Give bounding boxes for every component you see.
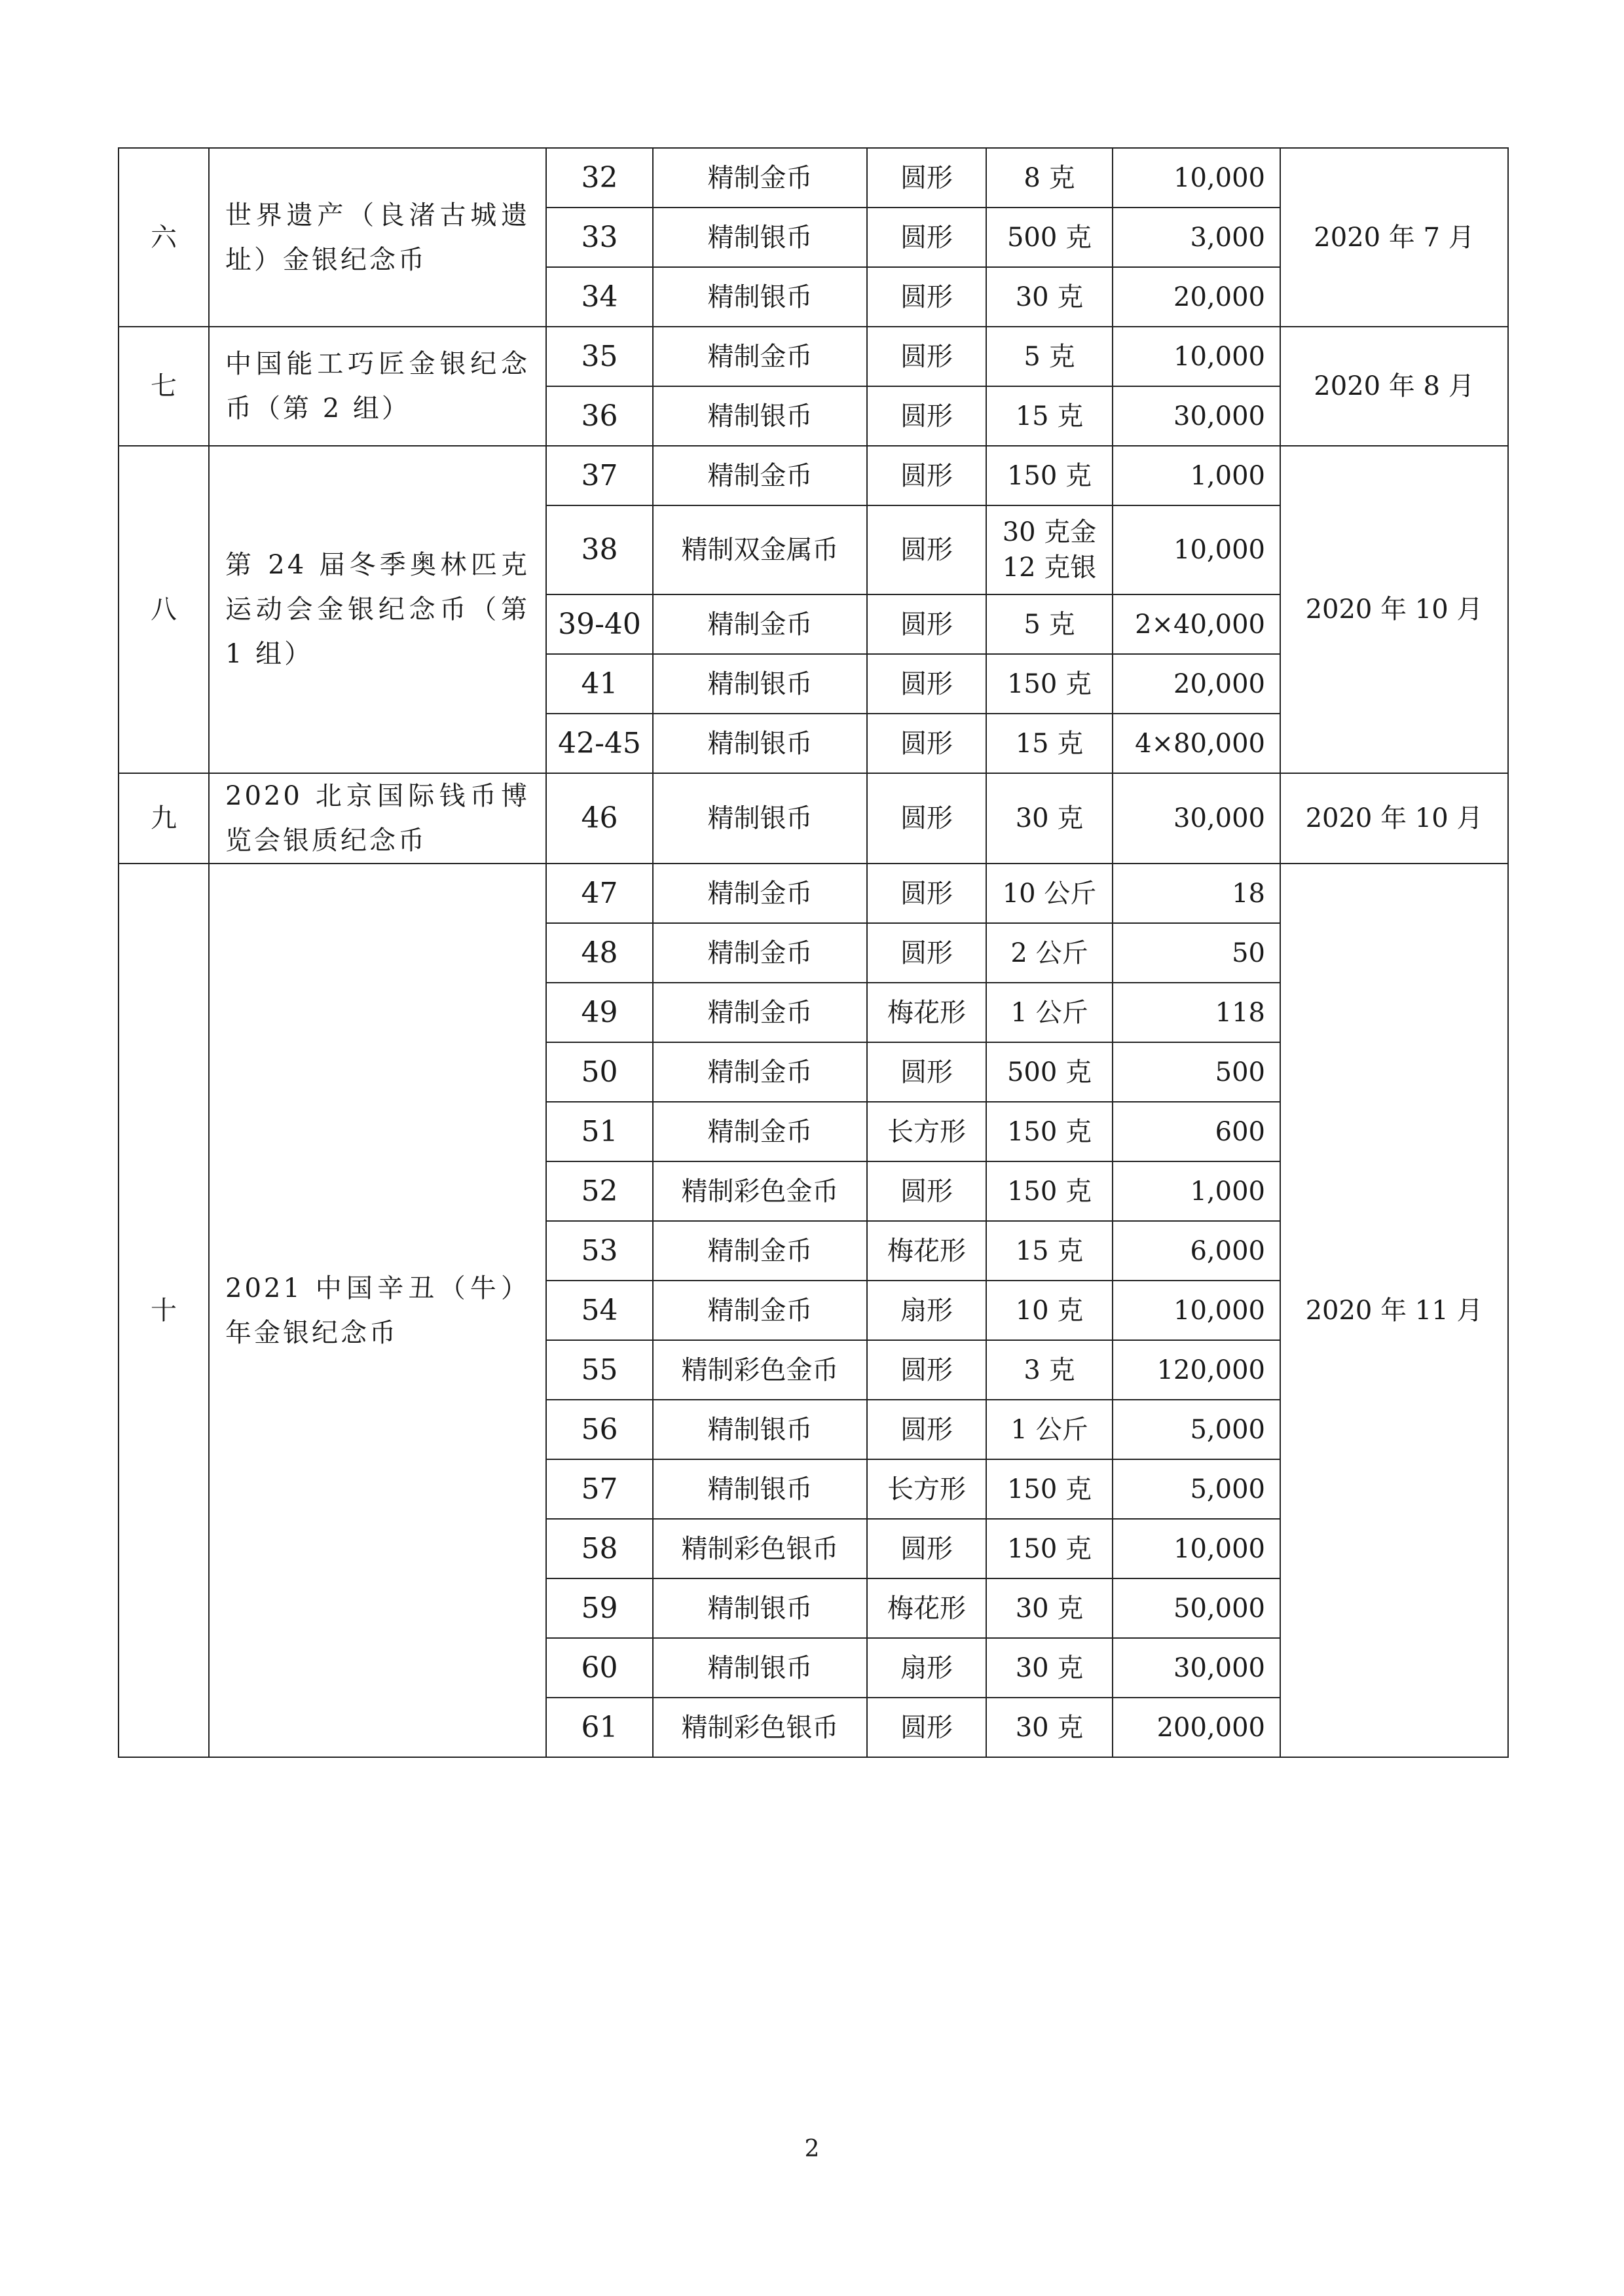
coin-weight-cell: 10 公斤 (986, 864, 1113, 923)
coin-weight-cell: 2 公斤 (986, 923, 1113, 983)
coin-weight-cell: 5 克 (986, 327, 1113, 386)
coin-weight-cell: 30 克 (986, 1578, 1113, 1638)
coin-weight-cell: 30 克 (986, 1638, 1113, 1698)
coin-shape-cell: 圆形 (867, 1042, 986, 1102)
coin-type-cell: 精制银币 (653, 267, 867, 327)
coin-no-cell: 33 (546, 208, 653, 267)
coin-issuance-table (118, 147, 1509, 1758)
coin-no-cell: 32 (546, 148, 653, 208)
coin-shape-cell: 圆形 (867, 594, 986, 654)
coin-weight-cell (986, 505, 1113, 594)
coin-quantity-cell: 6,000 (1113, 1221, 1280, 1281)
coin-quantity-cell: 5,000 (1113, 1400, 1280, 1459)
coin-quantity-cell: 4×80,000 (1113, 714, 1280, 773)
group-name-cell: 2021 中国辛丑（牛）年金银纪念币 (209, 864, 546, 1757)
group-name-cell: 第 24 届冬季奥林匹克运动会金银纪念币（第 1 组） (209, 446, 546, 773)
coin-no-cell: 48 (546, 923, 653, 983)
coin-weight-cell: 15 克 (986, 714, 1113, 773)
coin-shape-cell: 圆形 (867, 654, 986, 714)
coin-no-cell: 34 (546, 267, 653, 327)
coin-weight-cell: 150 克 (986, 1519, 1113, 1578)
coin-type-cell: 精制金币 (653, 1102, 867, 1161)
coin-shape-cell: 圆形 (867, 923, 986, 983)
issue-date-cell: 2020 年 11 月 (1280, 864, 1508, 1757)
group-seq-cell: 九 (119, 773, 209, 864)
group-name-cell: 世界遗产（良渚古城遗址）金银纪念币 (209, 148, 546, 327)
coin-shape-cell: 圆形 (867, 446, 986, 505)
coin-quantity-cell: 18 (1113, 864, 1280, 923)
coin-quantity-cell: 10,000 (1113, 505, 1280, 594)
coin-quantity-cell: 120,000 (1113, 1340, 1280, 1400)
coin-quantity-cell: 20,000 (1113, 267, 1280, 327)
issue-date-cell: 2020 年 7 月 (1280, 148, 1508, 327)
coin-no-cell: 57 (546, 1459, 653, 1519)
table-row (119, 773, 1508, 864)
coin-no-cell: 61 (546, 1698, 653, 1757)
coin-quantity-cell: 50,000 (1113, 1578, 1280, 1638)
weight-line-2: 12 克银 (1002, 553, 1097, 583)
coin-quantity-cell: 20,000 (1113, 654, 1280, 714)
coin-type-cell: 精制彩色银币 (653, 1519, 867, 1578)
coin-weight-cell: 15 克 (986, 386, 1113, 446)
coin-shape-cell: 圆形 (867, 1161, 986, 1221)
coin-type-cell: 精制银币 (653, 208, 867, 267)
coin-shape-cell: 圆形 (867, 714, 986, 773)
coin-no-cell: 36 (546, 386, 653, 446)
coin-weight-cell: 150 克 (986, 1102, 1113, 1161)
coin-type-cell: 精制金币 (653, 594, 867, 654)
coin-shape-cell: 圆形 (867, 1400, 986, 1459)
coin-quantity-cell: 3,000 (1113, 208, 1280, 267)
coin-shape-cell: 圆形 (867, 864, 986, 923)
coin-no-cell: 59 (546, 1578, 653, 1638)
coin-quantity-cell: 200,000 (1113, 1698, 1280, 1757)
coin-no-cell: 54 (546, 1281, 653, 1340)
coin-no-cell: 60 (546, 1638, 653, 1698)
coin-shape-cell: 圆形 (867, 148, 986, 208)
coin-type-cell: 精制银币 (653, 654, 867, 714)
coin-type-cell: 精制银币 (653, 714, 867, 773)
coin-type-cell: 精制金币 (653, 446, 867, 505)
table-body (119, 148, 1508, 1757)
coin-shape-cell: 梅花形 (867, 1578, 986, 1638)
coin-weight-cell: 500 克 (986, 1042, 1113, 1102)
group-seq-cell: 八 (119, 446, 209, 773)
coin-no-cell: 55 (546, 1340, 653, 1400)
coin-shape-cell: 圆形 (867, 1519, 986, 1578)
coin-quantity-cell: 5,000 (1113, 1459, 1280, 1519)
coin-type-cell: 精制银币 (653, 386, 867, 446)
coin-quantity-cell: 50 (1113, 923, 1280, 983)
coin-quantity-cell: 500 (1113, 1042, 1280, 1102)
page-number: 2 (804, 2136, 820, 2162)
coin-weight-cell: 15 克 (986, 1221, 1113, 1281)
coin-shape-cell: 圆形 (867, 773, 986, 864)
coin-shape-cell: 梅花形 (867, 983, 986, 1042)
coin-no-cell: 47 (546, 864, 653, 923)
issue-date-cell: 2020 年 8 月 (1280, 327, 1508, 446)
coin-no-cell: 37 (546, 446, 653, 505)
coin-quantity-cell: 30,000 (1113, 386, 1280, 446)
table-row (119, 864, 1508, 923)
coin-shape-cell: 圆形 (867, 327, 986, 386)
coin-weight-cell: 5 克 (986, 594, 1113, 654)
coin-no-cell: 39-40 (546, 594, 653, 654)
coin-weight-cell: 10 克 (986, 1281, 1113, 1340)
coin-no-cell: 53 (546, 1221, 653, 1281)
issue-date-cell: 2020 年 10 月 (1280, 773, 1508, 864)
coin-type-cell: 精制金币 (653, 864, 867, 923)
coin-type-cell: 精制金币 (653, 1042, 867, 1102)
coin-no-cell: 58 (546, 1519, 653, 1578)
coin-quantity-cell: 10,000 (1113, 327, 1280, 386)
coin-no-cell: 42-45 (546, 714, 653, 773)
coin-shape-cell: 圆形 (867, 267, 986, 327)
coin-weight-cell: 150 克 (986, 1161, 1113, 1221)
coin-quantity-cell: 1,000 (1113, 1161, 1280, 1221)
coin-no-cell: 51 (546, 1102, 653, 1161)
coin-weight-cell: 500 克 (986, 208, 1113, 267)
coin-quantity-cell: 10,000 (1113, 148, 1280, 208)
coin-weight-cell: 30 克 (986, 773, 1113, 864)
coin-quantity-cell: 1,000 (1113, 446, 1280, 505)
coin-quantity-cell: 2×40,000 (1113, 594, 1280, 654)
coin-type-cell: 精制金币 (653, 1281, 867, 1340)
coin-type-cell: 精制彩色金币 (653, 1161, 867, 1221)
coin-weight-cell: 30 克 (986, 1698, 1113, 1757)
coin-shape-cell: 圆形 (867, 1698, 986, 1757)
table-row (119, 148, 1508, 208)
coin-weight-cell: 30 克 (986, 267, 1113, 327)
coin-no-cell: 49 (546, 983, 653, 1042)
coin-weight-cell: 150 克 (986, 1459, 1113, 1519)
coin-no-cell: 50 (546, 1042, 653, 1102)
coin-shape-cell: 圆形 (867, 505, 986, 594)
coin-type-cell: 精制银币 (653, 773, 867, 864)
table-row (119, 446, 1508, 505)
coin-quantity-cell: 600 (1113, 1102, 1280, 1161)
coin-type-cell: 精制金币 (653, 1221, 867, 1281)
group-seq-cell: 六 (119, 148, 209, 327)
coin-no-cell: 41 (546, 654, 653, 714)
coin-weight-cell: 8 克 (986, 148, 1113, 208)
coin-weight-cell: 1 公斤 (986, 1400, 1113, 1459)
coin-weight-cell: 150 克 (986, 654, 1113, 714)
coin-quantity-cell: 10,000 (1113, 1519, 1280, 1578)
table-row (119, 327, 1508, 386)
coin-quantity-cell: 118 (1113, 983, 1280, 1042)
coin-type-cell: 精制银币 (653, 1578, 867, 1638)
coin-type-cell: 精制金币 (653, 327, 867, 386)
coin-weight-cell: 3 克 (986, 1340, 1113, 1400)
coin-type-cell: 精制彩色银币 (653, 1698, 867, 1757)
coin-type-cell: 精制金币 (653, 923, 867, 983)
coin-shape-cell: 长方形 (867, 1102, 986, 1161)
coin-no-cell: 38 (546, 505, 653, 594)
coin-shape-cell: 圆形 (867, 208, 986, 267)
coin-shape-cell: 梅花形 (867, 1221, 986, 1281)
coin-shape-cell: 长方形 (867, 1459, 986, 1519)
coin-type-cell: 精制银币 (653, 1400, 867, 1459)
coin-type-cell: 精制金币 (653, 983, 867, 1042)
coin-type-cell: 精制银币 (653, 1638, 867, 1698)
group-seq-cell: 七 (119, 327, 209, 446)
coin-no-cell: 46 (546, 773, 653, 864)
coin-shape-cell: 圆形 (867, 386, 986, 446)
group-seq-cell: 十 (119, 864, 209, 1757)
coin-quantity-cell: 30,000 (1113, 773, 1280, 864)
coin-quantity-cell: 10,000 (1113, 1281, 1280, 1340)
coin-shape-cell: 圆形 (867, 1340, 986, 1400)
weight-line-1: 30 克金 (1002, 517, 1097, 547)
coin-shape-cell: 扇形 (867, 1638, 986, 1698)
coin-type-cell: 精制金币 (653, 148, 867, 208)
coin-weight-cell: 1 公斤 (986, 983, 1113, 1042)
coin-weight-cell: 150 克 (986, 446, 1113, 505)
group-name-cell: 2020 北京国际钱币博览会银质纪念币 (209, 773, 546, 864)
coin-quantity-cell: 30,000 (1113, 1638, 1280, 1698)
coin-no-cell: 35 (546, 327, 653, 386)
coin-type-cell: 精制彩色金币 (653, 1340, 867, 1400)
coin-type-cell: 精制银币 (653, 1459, 867, 1519)
coin-shape-cell: 扇形 (867, 1281, 986, 1340)
issue-date-cell: 2020 年 10 月 (1280, 446, 1508, 773)
coin-no-cell: 56 (546, 1400, 653, 1459)
coin-no-cell: 52 (546, 1161, 653, 1221)
group-name-cell: 中国能工巧匠金银纪念币（第 2 组） (209, 327, 546, 446)
coin-type-cell: 精制双金属币 (653, 505, 867, 594)
